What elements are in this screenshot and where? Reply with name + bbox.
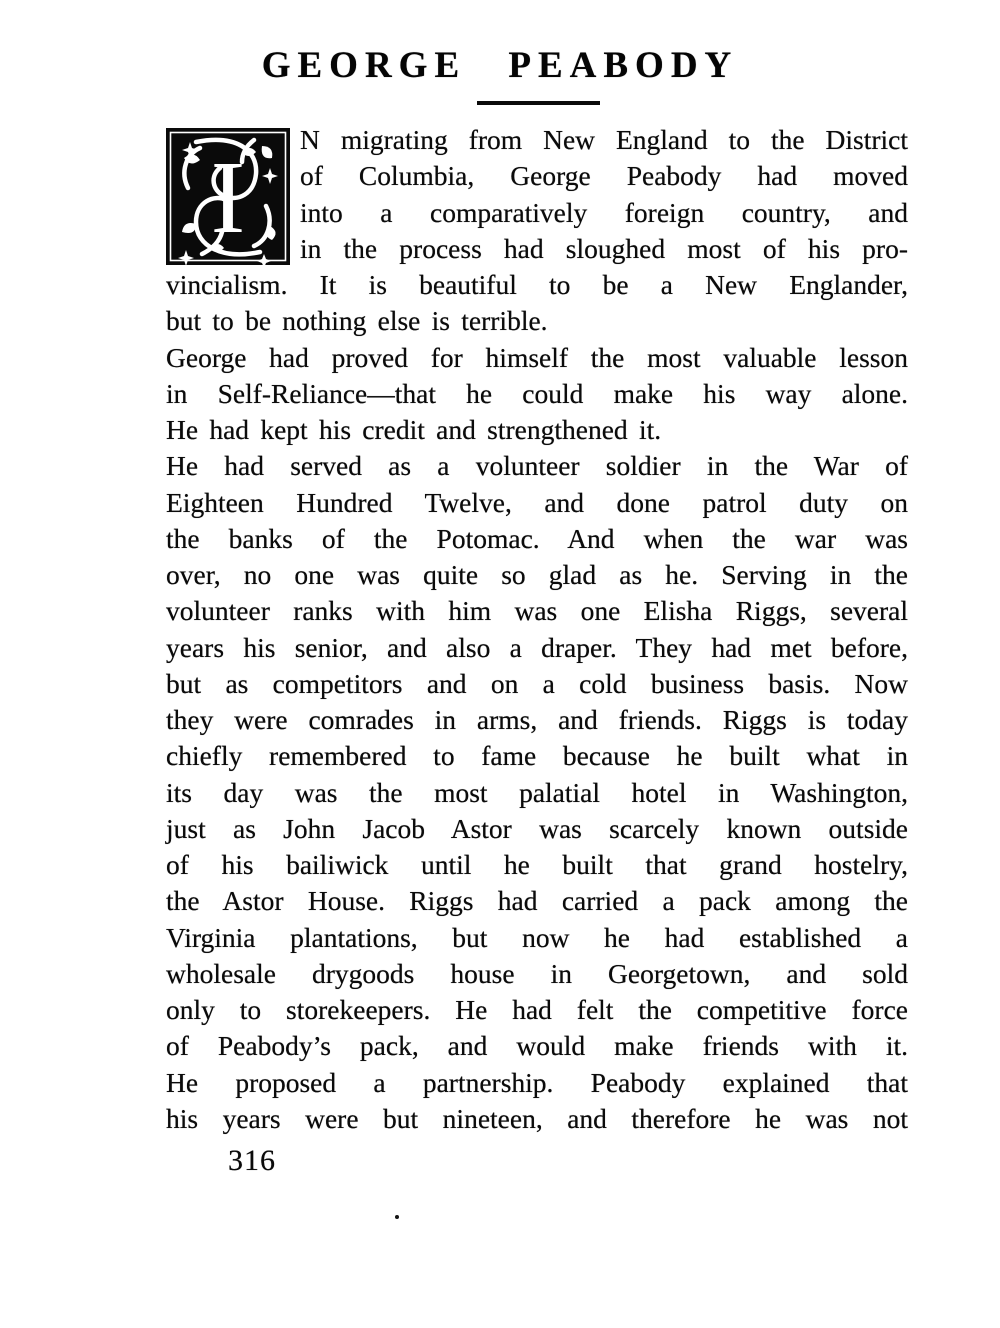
text-line: just as John Jacob Astor was scarcely known outside <box>166 812 908 844</box>
woodcut-initial-icon <box>166 128 290 265</box>
text-line: in Self-Reliance—that he could make his way alone. <box>166 377 908 409</box>
text-line: He had served as a volunteer soldier in the War of <box>166 450 908 482</box>
text-line: only to storekeepers. He had felt the competitive force <box>166 994 908 1025</box>
title-rule <box>477 101 600 105</box>
text-line: into a comparatively foreign country, and <box>300 196 908 228</box>
text-line: George had proved for himself the most valuable lesson <box>166 341 908 373</box>
text-line: they were comrades in arms, and friends. Riggs is today <box>166 704 908 735</box>
text-line: He proposed a partnership. Peabody explained that <box>166 1066 908 1098</box>
text-line: of Columbia, George Peabody had moved <box>300 160 908 192</box>
text-line: but as competitors and on a cold business basis. Now <box>166 667 908 699</box>
text-line: of his bailiwick until he built that grand hostelry, <box>166 849 908 880</box>
page-title: GEORGE PEABODY <box>261 45 739 86</box>
text-line: Virginia plantations, but now he had established a <box>166 921 908 953</box>
text-line: Eighteen Hundred Twelve, and done patrol duty on <box>166 486 908 518</box>
drop-cap-ornament <box>166 128 290 265</box>
text-line: years his senior, and also a draper. They had met before, <box>166 631 908 663</box>
text-line: of Peabody’s pack, and would make friends with it. <box>166 1030 908 1062</box>
text-line: volunteer ranks with him was one Elisha Riggs, several <box>166 595 908 627</box>
text-line: over, no one was quite so glad as he. Serving in the <box>166 559 908 590</box>
text-line: in the process had sloughed most of his pro- <box>300 232 908 264</box>
stray-ink-dot <box>395 1215 399 1219</box>
text-line: He had kept his credit and strengthened it. <box>166 414 662 445</box>
text-line: his years were but nineteen, and therefore he was not <box>166 1102 908 1134</box>
text-line: but to be nothing else is terrible. <box>166 305 548 337</box>
text-line: wholesale drygoods house in Georgetown, and sold <box>166 957 908 989</box>
page-number: 316 <box>228 1144 276 1177</box>
text-line: the Astor House. Riggs had carried a pack among the <box>166 885 908 917</box>
text-line: vincialism. It is beautiful to be a New Englander, <box>166 269 908 300</box>
text-line: its day was the most palatial hotel in Washington, <box>166 776 908 808</box>
text-block <box>166 122 908 1178</box>
text-line: chiefly remembered to fame because he built what in <box>166 740 908 772</box>
text-line: the banks of the Potomac. And when the war was <box>166 522 908 554</box>
text-line: N migrating from New England to the District <box>300 124 908 155</box>
drop-cap-letter: I <box>210 140 246 255</box>
